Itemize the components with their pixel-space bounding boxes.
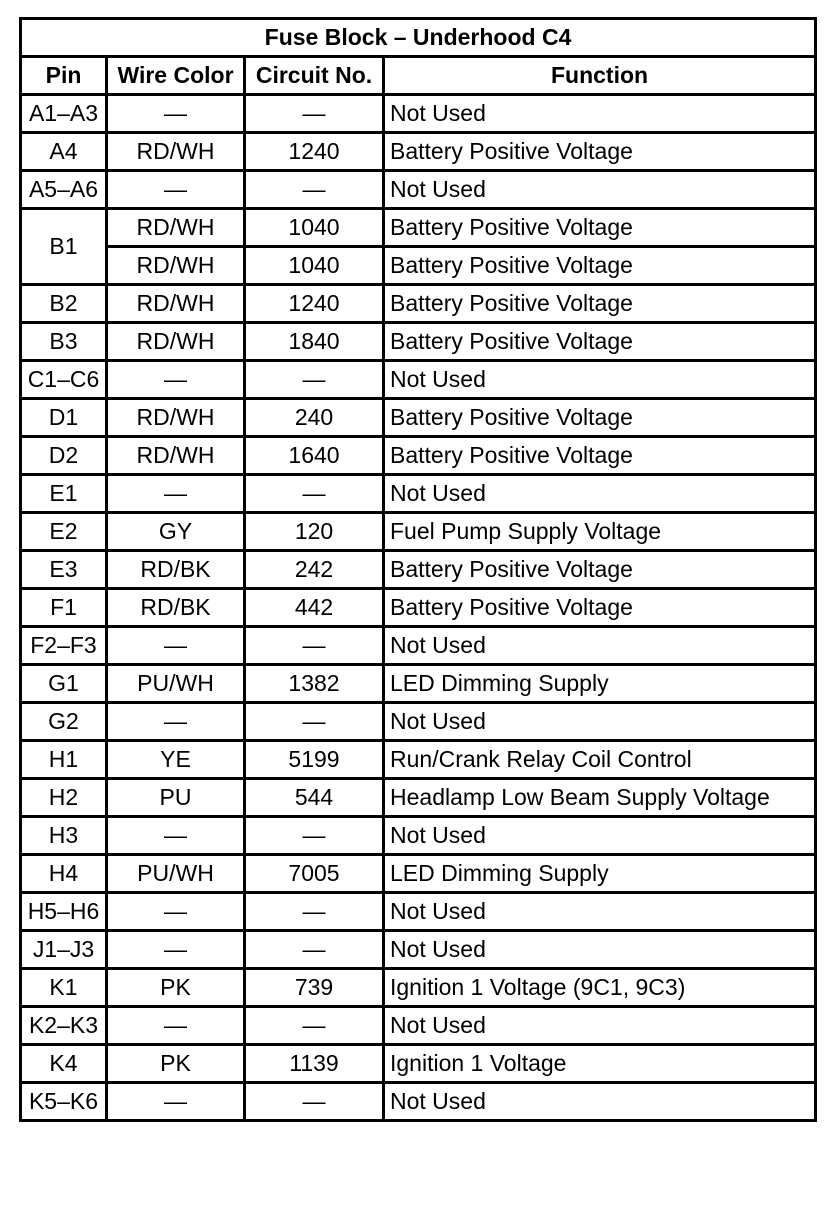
circuit-cell: 240: [245, 399, 384, 437]
function-cell: Not Used: [384, 627, 816, 665]
circuit-cell: 120: [245, 513, 384, 551]
pin-cell: A4: [21, 133, 107, 171]
header-circuit-no: Circuit No.: [245, 57, 384, 95]
pin-cell: K5–K6: [21, 1083, 107, 1121]
pin-cell: K4: [21, 1045, 107, 1083]
table-row: [21, 969, 816, 1007]
function-cell: Battery Positive Voltage: [384, 323, 816, 361]
pin-cell: B2: [21, 285, 107, 323]
function-cell: Battery Positive Voltage: [384, 285, 816, 323]
function-cell: Not Used: [384, 95, 816, 133]
circuit-cell: 1640: [245, 437, 384, 475]
pin-cell: C1–C6: [21, 361, 107, 399]
wire-color-cell: RD/WH: [107, 209, 245, 247]
pin-cell: E3: [21, 551, 107, 589]
function-cell: Battery Positive Voltage: [384, 133, 816, 171]
table-row: [21, 893, 816, 931]
circuit-cell: —: [245, 931, 384, 969]
function-cell: Battery Positive Voltage: [384, 437, 816, 475]
wire-color-cell: —: [107, 95, 245, 133]
wire-color-cell: —: [107, 361, 245, 399]
function-cell: Not Used: [384, 1083, 816, 1121]
table-row: [21, 1083, 816, 1121]
function-cell: Run/Crank Relay Coil Control: [384, 741, 816, 779]
wire-color-cell: RD/WH: [107, 437, 245, 475]
pin-cell: G1: [21, 665, 107, 703]
table-row: [21, 399, 816, 437]
fuse-block-table: [19, 17, 817, 1122]
circuit-cell: 242: [245, 551, 384, 589]
function-cell: Not Used: [384, 171, 816, 209]
circuit-cell: 1040: [245, 209, 384, 247]
wire-color-cell: —: [107, 627, 245, 665]
wire-color-cell: RD/BK: [107, 551, 245, 589]
pin-cell: B1: [21, 209, 107, 285]
header-function: Function: [384, 57, 816, 95]
circuit-cell: 1382: [245, 665, 384, 703]
table-row: [21, 95, 816, 133]
header-wire-color: Wire Color: [107, 57, 245, 95]
function-cell: Fuel Pump Supply Voltage: [384, 513, 816, 551]
circuit-cell: —: [245, 627, 384, 665]
table-row: [21, 247, 816, 285]
function-cell: LED Dimming Supply: [384, 665, 816, 703]
wire-color-cell: RD/WH: [107, 399, 245, 437]
table-row: [21, 1007, 816, 1045]
function-cell: Headlamp Low Beam Supply Voltage: [384, 779, 816, 817]
circuit-cell: —: [245, 361, 384, 399]
pin-cell: A5–A6: [21, 171, 107, 209]
circuit-cell: 1240: [245, 133, 384, 171]
circuit-cell: 544: [245, 779, 384, 817]
table-row: [21, 551, 816, 589]
function-cell: LED Dimming Supply: [384, 855, 816, 893]
wire-color-cell: RD/WH: [107, 285, 245, 323]
circuit-cell: —: [245, 817, 384, 855]
pin-cell: E1: [21, 475, 107, 513]
function-cell: Battery Positive Voltage: [384, 247, 816, 285]
wire-color-cell: —: [107, 1007, 245, 1045]
wire-color-cell: PK: [107, 1045, 245, 1083]
pin-cell: E2: [21, 513, 107, 551]
wire-color-cell: PU: [107, 779, 245, 817]
circuit-cell: —: [245, 703, 384, 741]
function-cell: Ignition 1 Voltage: [384, 1045, 816, 1083]
circuit-cell: 739: [245, 969, 384, 1007]
circuit-cell: —: [245, 475, 384, 513]
pin-cell: H5–H6: [21, 893, 107, 931]
function-cell: Not Used: [384, 1007, 816, 1045]
table-row: [21, 209, 816, 247]
table-row: [21, 931, 816, 969]
pin-cell: D2: [21, 437, 107, 475]
table-row: [21, 133, 816, 171]
wire-color-cell: RD/WH: [107, 247, 245, 285]
pin-cell: K2–K3: [21, 1007, 107, 1045]
table-row: [21, 361, 816, 399]
function-cell: Not Used: [384, 931, 816, 969]
title-row: [21, 19, 816, 57]
wire-color-cell: PK: [107, 969, 245, 1007]
pin-cell: B3: [21, 323, 107, 361]
pin-cell: A1–A3: [21, 95, 107, 133]
function-cell: Not Used: [384, 817, 816, 855]
wire-color-cell: —: [107, 703, 245, 741]
wire-color-cell: RD/WH: [107, 133, 245, 171]
wire-color-cell: GY: [107, 513, 245, 551]
wire-color-cell: —: [107, 1083, 245, 1121]
pin-cell: H2: [21, 779, 107, 817]
table-row: [21, 171, 816, 209]
function-cell: Battery Positive Voltage: [384, 399, 816, 437]
circuit-cell: —: [245, 893, 384, 931]
wire-color-cell: —: [107, 171, 245, 209]
circuit-cell: 442: [245, 589, 384, 627]
function-cell: Not Used: [384, 475, 816, 513]
table-row: [21, 437, 816, 475]
header-pin: Pin: [21, 57, 107, 95]
pin-cell: K1: [21, 969, 107, 1007]
function-cell: Not Used: [384, 361, 816, 399]
header-row: [21, 57, 816, 95]
circuit-cell: —: [245, 95, 384, 133]
table-row: [21, 665, 816, 703]
wire-color-cell: YE: [107, 741, 245, 779]
table-row: [21, 475, 816, 513]
circuit-cell: —: [245, 1083, 384, 1121]
function-cell: Battery Positive Voltage: [384, 589, 816, 627]
function-cell: Ignition 1 Voltage (9C1, 9C3): [384, 969, 816, 1007]
pin-cell: H3: [21, 817, 107, 855]
function-cell: Not Used: [384, 703, 816, 741]
table-row: [21, 1045, 816, 1083]
function-cell: Battery Positive Voltage: [384, 551, 816, 589]
circuit-cell: 1840: [245, 323, 384, 361]
table-row: [21, 855, 816, 893]
wire-color-cell: RD/BK: [107, 589, 245, 627]
circuit-cell: —: [245, 171, 384, 209]
pin-cell: J1–J3: [21, 931, 107, 969]
circuit-cell: 1040: [245, 247, 384, 285]
wire-color-cell: —: [107, 893, 245, 931]
circuit-cell: 5199: [245, 741, 384, 779]
wire-color-cell: —: [107, 931, 245, 969]
pin-cell: H1: [21, 741, 107, 779]
pin-cell: F2–F3: [21, 627, 107, 665]
table-row: [21, 285, 816, 323]
wire-color-cell: —: [107, 475, 245, 513]
function-cell: Battery Positive Voltage: [384, 209, 816, 247]
pin-cell: H4: [21, 855, 107, 893]
circuit-cell: 1240: [245, 285, 384, 323]
function-cell: Not Used: [384, 893, 816, 931]
circuit-cell: 1139: [245, 1045, 384, 1083]
wire-color-cell: PU/WH: [107, 855, 245, 893]
wire-color-cell: —: [107, 817, 245, 855]
pin-cell: G2: [21, 703, 107, 741]
table-row: [21, 589, 816, 627]
table-row: [21, 779, 816, 817]
wire-color-cell: PU/WH: [107, 665, 245, 703]
pin-cell: D1: [21, 399, 107, 437]
wire-color-cell: RD/WH: [107, 323, 245, 361]
pin-cell: F1: [21, 589, 107, 627]
table-row: [21, 703, 816, 741]
table-row: [21, 741, 816, 779]
table-row: [21, 513, 816, 551]
table-row: [21, 817, 816, 855]
table-row: [21, 627, 816, 665]
table-row: [21, 323, 816, 361]
circuit-cell: —: [245, 1007, 384, 1045]
table-title: Fuse Block – Underhood C4: [21, 19, 816, 57]
circuit-cell: 7005: [245, 855, 384, 893]
